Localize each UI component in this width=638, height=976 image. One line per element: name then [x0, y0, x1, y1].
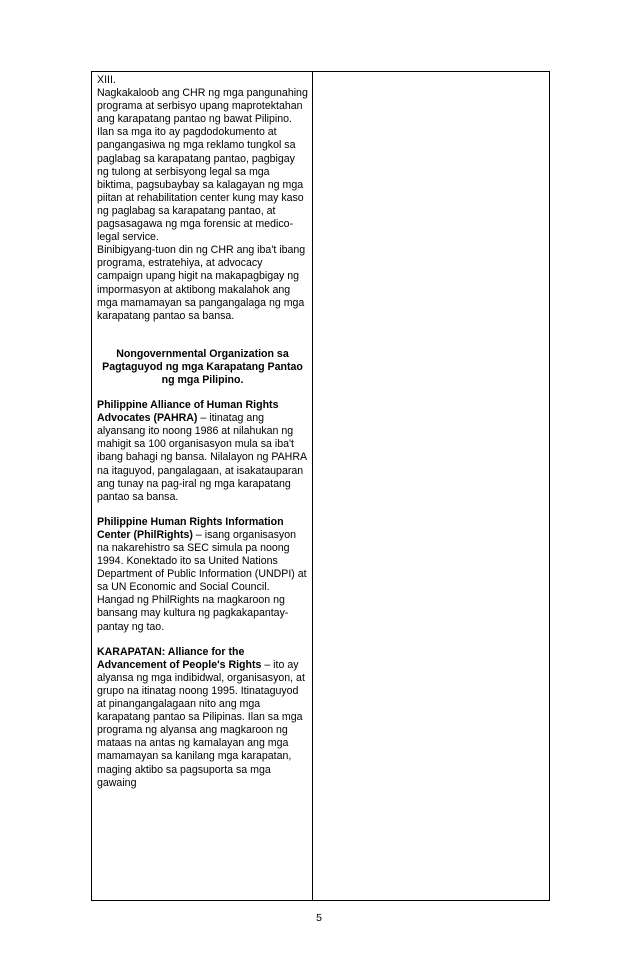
org-description: – itinatag ang alyansang ito noong 1986 at nilahukan ng mahigit sa 100 organisasyon mula sa iba't ibang bahagi ng bansa. Nilalayon ng PAHRA na itaguyod, pangalagaan, at isakatauparan ang tunay na pag-iral ng mga karapatang pantao sa bansa. — [97, 412, 307, 503]
org-description: – ito ay alyansa ng mga indibidwal, organisasyon, at grupo na itinatag noong 1995. Itinataguyod at pinangangalagaan nito ang mga karapatang pantao sa Pilipinas. Ilan sa mga programa ng alyansa ang magkaroon ng mataas na antas ng kamalayan ang mga mamamayan sa kanilang mga karapatan, maging aktibo sa pagsuporta sa mga gawaing — [97, 658, 305, 789]
org-entry-pahra — [97, 399, 308, 504]
left-column-content — [92, 72, 312, 790]
left-column-cell — [92, 72, 313, 901]
page-number: 5 — [316, 912, 322, 924]
org-name: KARAPATAN: Alliance for the Advancement of People's Rights — [97, 645, 262, 671]
org-description: – isang organisasyon na nakarehistro sa SEC simula pa noong 1994. Konektado ito sa United Nations Department of Public Information (UNDPI) at sa UN Economic and Social Council. Hangad ng PhilRights na magkaroon ng bansang may kultura ng pagkakapantay-pantay ng tao. — [97, 528, 307, 633]
org-entry-karapatan — [97, 646, 308, 790]
spacer — [97, 323, 308, 336]
right-column-cell — [313, 72, 550, 901]
org-name: Philippine Alliance of Human Rights Advocates (PAHRA) — [97, 399, 279, 425]
intro-paragraph: Nagkakaloob ang CHR ng mga pangunahing programa at serbisyo upang maprotektahan ang karapatang pantao ng bawat Pilipino. Ilan sa mga ito ay pagdodokumento at pangangasiwa ng mga reklamo tungkol sa paglabag sa karapatang pantao, pagbigay ng tulong at serbisyong legal sa mga biktima, pagsubaybay sa kalagayan ng mga piitan at rehabilitation center kung may kaso ng paglabag sa karapatang pantao, at pagsasagawa ng mga forensic at medico-legal service. — [97, 87, 308, 244]
org-name: Philippine Human Rights Information Center (PhilRights) — [97, 515, 284, 541]
second-paragraph: Binibigyang-tuon din ng CHR ang iba't ibang programa, estratehiya, at advocacy campaign upang higit na makapagbigay ng impormasyon at aktibong makalahok ang mga mamamayan sa pangangalaga ng mga karapatang pantao sa bansa. — [97, 244, 306, 322]
content-table — [91, 71, 550, 901]
section-number: XIII. — [97, 74, 116, 86]
org-entry-philrights — [97, 516, 308, 634]
section-heading: Nongovernmental Organization sa Pagtaguyod ng mga Karapatang Pantao ng mga Pilipino. — [102, 347, 303, 386]
